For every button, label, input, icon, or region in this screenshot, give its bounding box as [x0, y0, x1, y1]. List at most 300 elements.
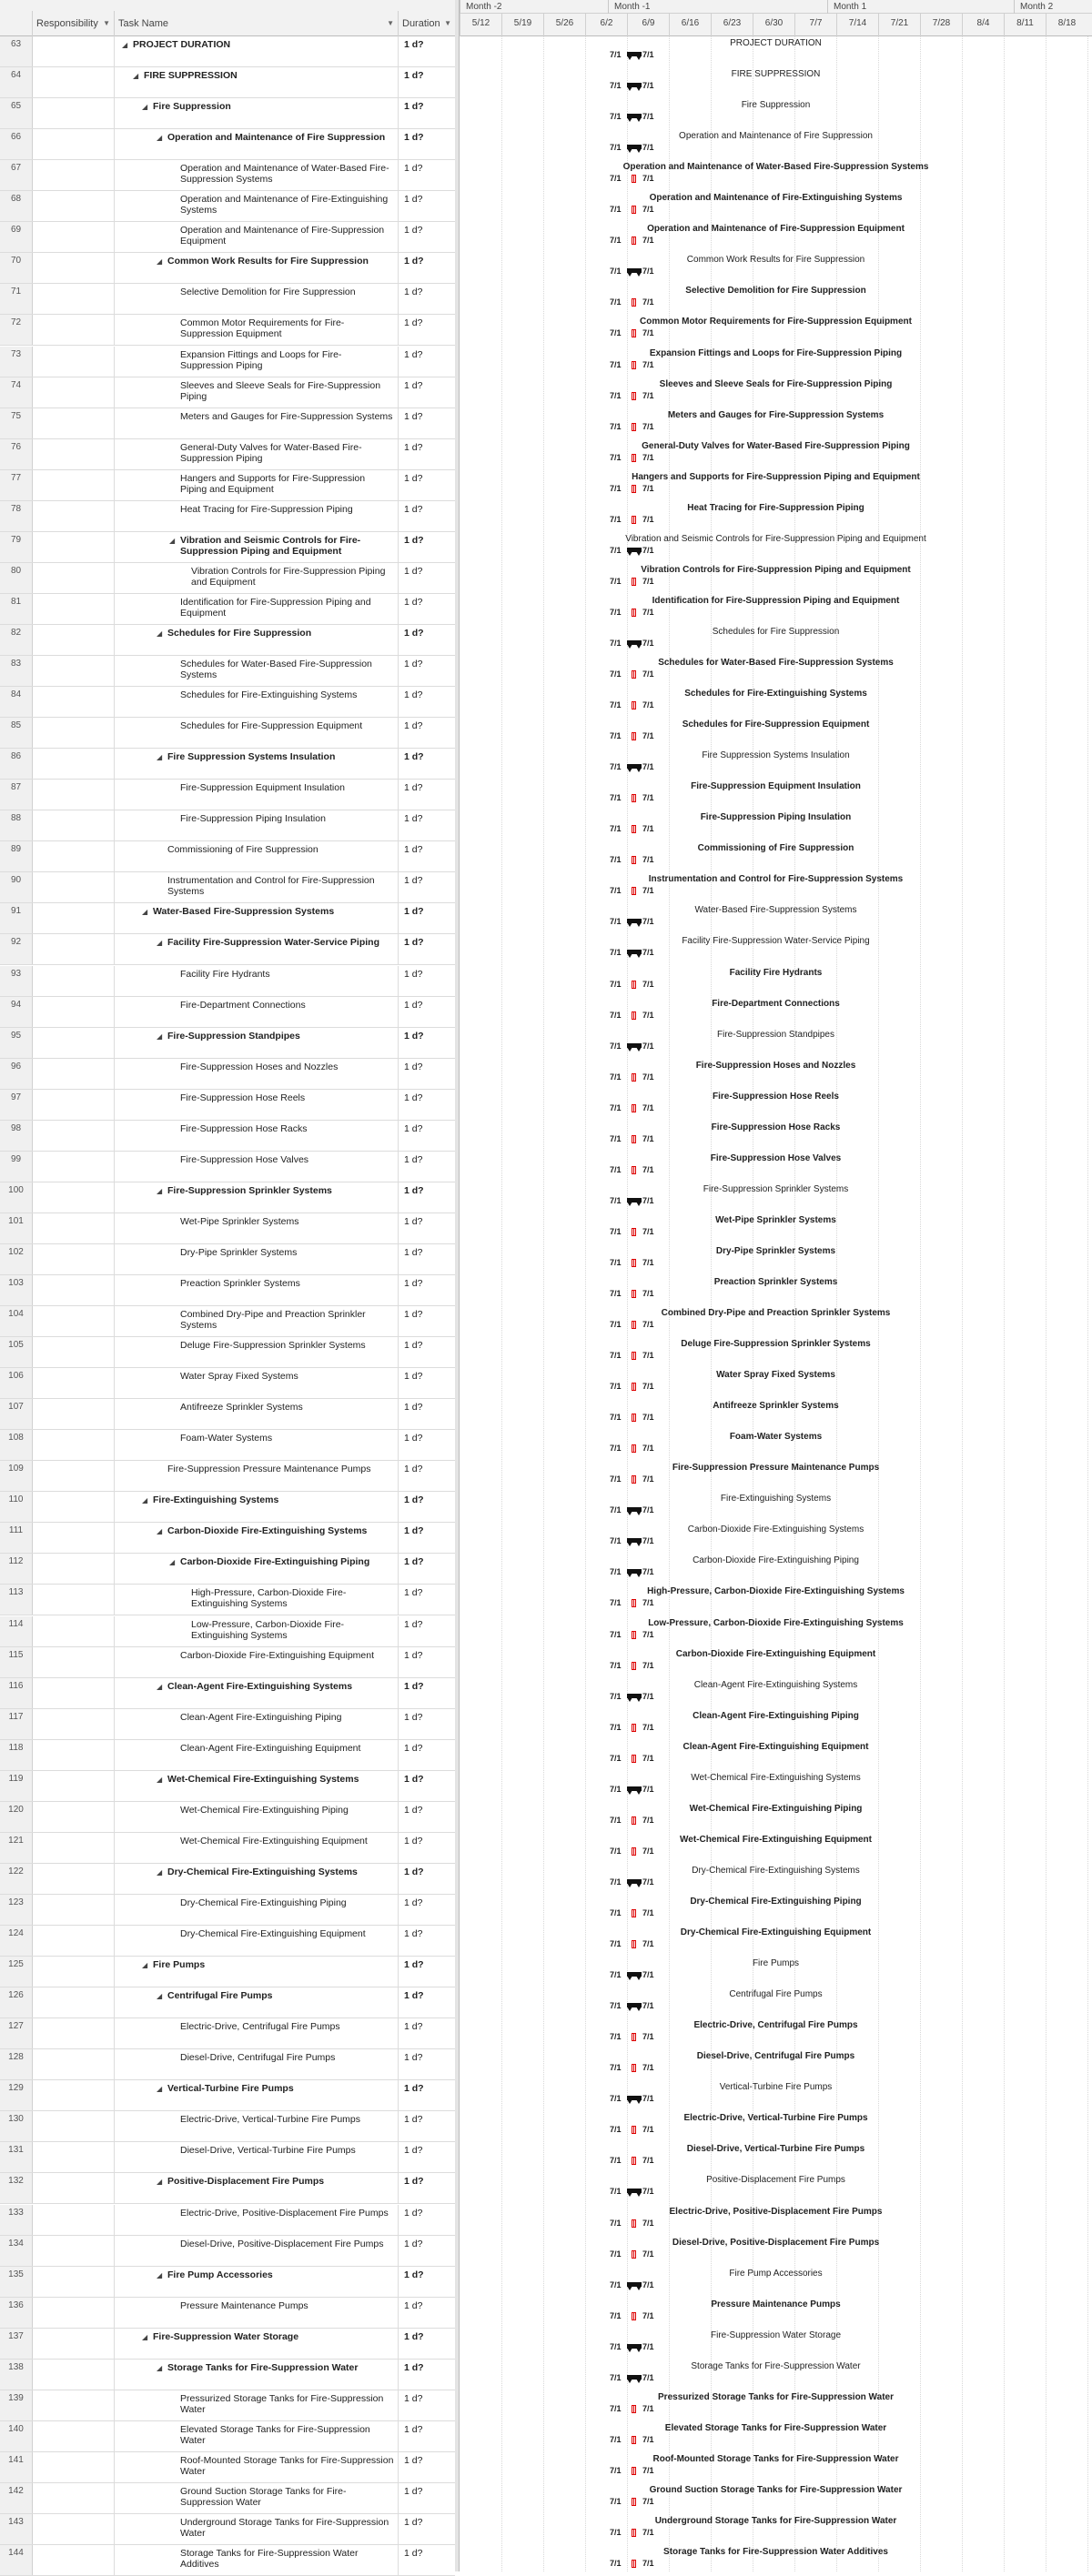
- duration-cell[interactable]: 1 d?: [404, 782, 423, 793]
- responsibility-cell[interactable]: [33, 1740, 115, 1770]
- summary-bar[interactable]: [627, 1879, 642, 1884]
- table-row[interactable]: [0, 718, 455, 749]
- task-bar[interactable]: [632, 1414, 636, 1422]
- task-name-cell[interactable]: [115, 2142, 399, 2172]
- collapse-toggle-icon[interactable]: ◢: [157, 2085, 163, 2093]
- summary-bar[interactable]: [627, 1569, 642, 1574]
- table-row[interactable]: [0, 222, 455, 253]
- responsibility-cell[interactable]: [33, 1802, 115, 1832]
- task-bar[interactable]: [632, 1352, 636, 1360]
- table-row[interactable]: [0, 1461, 455, 1492]
- task-bar[interactable]: [632, 423, 636, 431]
- responsibility-cell[interactable]: [33, 2514, 115, 2544]
- task-bar[interactable]: [632, 1228, 636, 1236]
- dropdown-arrow-icon[interactable]: ▼: [387, 19, 394, 27]
- table-row[interactable]: [0, 1647, 455, 1678]
- summary-bar[interactable]: [627, 268, 642, 273]
- task-bar[interactable]: [632, 2126, 636, 2134]
- summary-bar[interactable]: [627, 548, 642, 552]
- table-row[interactable]: [0, 2514, 455, 2545]
- duration-cell[interactable]: 1 d?: [404, 1681, 424, 1692]
- duration-cell[interactable]: 1 d?: [404, 1712, 423, 1723]
- responsibility-cell[interactable]: [33, 1028, 115, 1058]
- task-bar[interactable]: [632, 485, 636, 493]
- task-name-cell[interactable]: [115, 160, 399, 190]
- duration-cell[interactable]: 1 d?: [404, 1216, 423, 1227]
- table-row[interactable]: [0, 191, 455, 222]
- responsibility-cell[interactable]: [33, 160, 115, 190]
- table-row[interactable]: [0, 1554, 455, 1585]
- summary-bar[interactable]: [627, 764, 642, 769]
- responsibility-cell[interactable]: [33, 1647, 115, 1677]
- task-name-cell[interactable]: [115, 439, 399, 469]
- responsibility-cell[interactable]: [33, 563, 115, 593]
- task-name-cell[interactable]: [115, 1554, 399, 1584]
- collapse-toggle-icon[interactable]: ◢: [157, 1527, 163, 1535]
- task-name-cell[interactable]: [115, 284, 399, 314]
- task-name-cell[interactable]: [115, 1368, 399, 1398]
- task-name-cell[interactable]: [115, 2018, 399, 2048]
- task-bar[interactable]: [632, 670, 636, 679]
- table-row[interactable]: [0, 1182, 455, 1213]
- responsibility-cell[interactable]: [33, 1306, 115, 1336]
- task-bar[interactable]: [632, 1909, 636, 1917]
- task-name-cell[interactable]: [115, 1306, 399, 1336]
- task-bar[interactable]: [632, 1011, 636, 1020]
- duration-cell[interactable]: 1 d?: [404, 256, 424, 267]
- table-row[interactable]: [0, 2298, 455, 2329]
- responsibility-cell[interactable]: [33, 1585, 115, 1615]
- responsibility-cell[interactable]: [33, 2545, 115, 2575]
- responsibility-cell[interactable]: [33, 129, 115, 159]
- task-name-cell[interactable]: [115, 1864, 399, 1894]
- task-name-cell[interactable]: [115, 2236, 399, 2266]
- task-bar[interactable]: [632, 1135, 636, 1143]
- collapse-toggle-icon[interactable]: ◢: [157, 257, 163, 266]
- duration-cell[interactable]: 1 d?: [404, 317, 423, 328]
- task-name-cell[interactable]: [115, 1244, 399, 1274]
- responsibility-cell[interactable]: [33, 222, 115, 252]
- task-name-cell[interactable]: [115, 625, 399, 655]
- table-row[interactable]: [0, 934, 455, 965]
- responsibility-cell[interactable]: [33, 2018, 115, 2048]
- duration-cell[interactable]: 1 d?: [404, 1031, 424, 1041]
- dropdown-arrow-icon[interactable]: ▼: [103, 19, 110, 27]
- table-row[interactable]: [0, 1152, 455, 1182]
- duration-cell[interactable]: 1 d?: [404, 1154, 423, 1165]
- duration-cell[interactable]: 1 d?: [404, 2269, 424, 2280]
- table-row[interactable]: [0, 1430, 455, 1461]
- task-name-cell[interactable]: [115, 2390, 399, 2420]
- task-name-cell[interactable]: [115, 934, 399, 964]
- responsibility-cell[interactable]: [33, 625, 115, 655]
- responsibility-cell[interactable]: [33, 1957, 115, 1987]
- collapse-toggle-icon[interactable]: ◢: [142, 1496, 148, 1504]
- table-row[interactable]: [0, 687, 455, 718]
- duration-cell[interactable]: 1 d?: [404, 132, 424, 143]
- task-name-cell[interactable]: [115, 1182, 399, 1213]
- task-bar[interactable]: [632, 1662, 636, 1670]
- task-bar[interactable]: [632, 2064, 636, 2072]
- table-row[interactable]: [0, 1616, 455, 1647]
- responsibility-cell[interactable]: [33, 934, 115, 964]
- task-name-cell[interactable]: [115, 1461, 399, 1491]
- task-bar[interactable]: [632, 732, 636, 740]
- table-row[interactable]: [0, 2173, 455, 2204]
- duration-cell[interactable]: 1 d?: [404, 2424, 423, 2435]
- responsibility-cell[interactable]: [33, 841, 115, 871]
- task-name-cell[interactable]: [115, 315, 399, 345]
- duration-cell[interactable]: 1 d?: [404, 1805, 423, 1816]
- task-bar[interactable]: [632, 2312, 636, 2320]
- task-name-cell[interactable]: [115, 1647, 399, 1677]
- duration-cell[interactable]: 1 d?: [404, 659, 423, 669]
- duration-cell[interactable]: 1 d?: [404, 1650, 423, 1661]
- task-name-cell[interactable]: [115, 1090, 399, 1120]
- task-bar[interactable]: [632, 392, 636, 400]
- responsibility-cell[interactable]: [33, 1337, 115, 1367]
- task-bar[interactable]: [632, 1383, 636, 1391]
- collapse-toggle-icon[interactable]: ◢: [157, 1032, 163, 1041]
- responsibility-cell[interactable]: [33, 1090, 115, 1120]
- summary-bar[interactable]: [627, 2375, 642, 2380]
- responsibility-cell[interactable]: [33, 1152, 115, 1182]
- responsibility-cell[interactable]: [33, 1244, 115, 1274]
- task-name-cell[interactable]: [115, 1987, 399, 2018]
- summary-bar[interactable]: [627, 145, 642, 149]
- duration-cell[interactable]: 1 d?: [404, 1000, 423, 1011]
- task-name-cell[interactable]: [115, 1152, 399, 1182]
- table-row[interactable]: [0, 1399, 455, 1430]
- responsibility-cell[interactable]: [33, 2080, 115, 2110]
- table-row[interactable]: [0, 594, 455, 625]
- responsibility-cell[interactable]: [33, 532, 115, 562]
- table-row[interactable]: [0, 439, 455, 470]
- dropdown-arrow-icon[interactable]: ▼: [444, 19, 451, 27]
- task-name-column-header[interactable]: [115, 11, 399, 36]
- task-name-cell[interactable]: [115, 470, 399, 500]
- table-row[interactable]: [0, 563, 455, 594]
- responsibility-cell[interactable]: [33, 2267, 115, 2297]
- duration-cell[interactable]: 1 d?: [404, 1092, 423, 1103]
- duration-cell[interactable]: 1 d?: [404, 1959, 424, 1970]
- duration-column-header[interactable]: [399, 11, 455, 36]
- table-row[interactable]: [0, 1678, 455, 1709]
- collapse-toggle-icon[interactable]: ◢: [122, 41, 128, 49]
- duration-cell[interactable]: 1 d?: [404, 628, 424, 639]
- task-name-cell[interactable]: [115, 1833, 399, 1863]
- summary-bar[interactable]: [627, 950, 642, 954]
- duration-cell[interactable]: 1 d?: [404, 287, 423, 297]
- responsibility-cell[interactable]: [33, 1833, 115, 1863]
- duration-cell[interactable]: 1 d?: [404, 1743, 423, 1754]
- duration-cell[interactable]: 1 d?: [404, 1897, 423, 1908]
- task-name-cell[interactable]: [115, 191, 399, 221]
- table-row[interactable]: [0, 749, 455, 780]
- table-row[interactable]: [0, 1987, 455, 2018]
- task-name-cell[interactable]: [115, 1616, 399, 1646]
- table-row[interactable]: [0, 903, 455, 934]
- task-name-cell[interactable]: [115, 501, 399, 531]
- task-name-cell[interactable]: [115, 780, 399, 810]
- responsibility-cell[interactable]: [33, 749, 115, 779]
- responsibility-cell[interactable]: [33, 1554, 115, 1584]
- responsibility-cell[interactable]: [33, 810, 115, 840]
- task-name-cell[interactable]: [115, 903, 399, 933]
- duration-cell[interactable]: 1 d?: [404, 1990, 424, 2001]
- table-row[interactable]: [0, 2018, 455, 2049]
- collapse-toggle-icon[interactable]: ◢: [157, 134, 163, 142]
- responsibility-cell[interactable]: [33, 439, 115, 469]
- task-bar[interactable]: [632, 2498, 636, 2506]
- responsibility-cell[interactable]: [33, 1523, 115, 1553]
- duration-cell[interactable]: 1 d?: [404, 1309, 423, 1320]
- collapse-toggle-icon[interactable]: ◢: [157, 939, 163, 947]
- responsibility-cell[interactable]: [33, 872, 115, 902]
- duration-cell[interactable]: 1 d?: [404, 225, 423, 236]
- table-row[interactable]: [0, 1090, 455, 1121]
- task-name-cell[interactable]: [115, 532, 399, 562]
- table-row[interactable]: [0, 1337, 455, 1368]
- duration-cell[interactable]: 1 d?: [404, 380, 423, 391]
- duration-cell[interactable]: 1 d?: [404, 1494, 424, 1505]
- responsibility-cell[interactable]: [33, 2173, 115, 2203]
- responsibility-cell[interactable]: [33, 1864, 115, 1894]
- table-row[interactable]: [0, 1028, 455, 1059]
- task-name-cell[interactable]: [115, 347, 399, 377]
- responsibility-cell[interactable]: [33, 966, 115, 996]
- responsibility-cell[interactable]: [33, 1771, 115, 1801]
- table-row[interactable]: [0, 997, 455, 1028]
- responsibility-cell[interactable]: [33, 315, 115, 345]
- responsibility-cell[interactable]: [33, 1616, 115, 1646]
- task-bar[interactable]: [632, 609, 636, 617]
- duration-cell[interactable]: 1 d?: [404, 2176, 424, 2187]
- table-row[interactable]: [0, 1802, 455, 1833]
- duration-cell[interactable]: 1 d?: [404, 349, 423, 360]
- table-row[interactable]: [0, 160, 455, 191]
- task-name-cell[interactable]: [115, 2267, 399, 2297]
- responsibility-cell[interactable]: [33, 253, 115, 283]
- summary-bar[interactable]: [627, 2344, 642, 2349]
- table-row[interactable]: [0, 1121, 455, 1152]
- task-name-cell[interactable]: [115, 1771, 399, 1801]
- task-bar[interactable]: [632, 454, 636, 462]
- summary-bar[interactable]: [627, 1694, 642, 1698]
- duration-cell[interactable]: 1 d?: [404, 597, 423, 608]
- table-row[interactable]: [0, 347, 455, 377]
- duration-cell[interactable]: 1 d?: [404, 1464, 423, 1474]
- task-bar[interactable]: [632, 1259, 636, 1267]
- task-name-cell[interactable]: [115, 841, 399, 871]
- task-bar[interactable]: [632, 2467, 636, 2475]
- duration-cell[interactable]: 1 d?: [404, 1402, 423, 1413]
- duration-cell[interactable]: 1 d?: [404, 2114, 423, 2125]
- collapse-toggle-icon[interactable]: ◢: [169, 537, 176, 545]
- task-name-cell[interactable]: [115, 1213, 399, 1243]
- duration-cell[interactable]: 1 d?: [404, 163, 423, 174]
- table-row[interactable]: [0, 2483, 455, 2514]
- responsibility-cell[interactable]: [33, 594, 115, 624]
- collapse-toggle-icon[interactable]: ◢: [157, 2364, 163, 2372]
- table-row[interactable]: [0, 470, 455, 501]
- task-name-cell[interactable]: [115, 1430, 399, 1460]
- responsibility-cell[interactable]: [33, 284, 115, 314]
- task-name-cell[interactable]: [115, 1059, 399, 1089]
- duration-cell[interactable]: 1 d?: [404, 1062, 423, 1072]
- collapse-toggle-icon[interactable]: ◢: [157, 1776, 163, 1784]
- table-row[interactable]: [0, 532, 455, 563]
- task-name-cell[interactable]: [115, 2205, 399, 2235]
- responsibility-cell[interactable]: [33, 1987, 115, 2018]
- responsibility-cell[interactable]: [33, 2390, 115, 2420]
- responsibility-cell[interactable]: [33, 377, 115, 408]
- task-name-cell[interactable]: [115, 1926, 399, 1956]
- responsibility-cell[interactable]: [33, 1461, 115, 1491]
- summary-bar[interactable]: [627, 52, 642, 56]
- responsibility-cell[interactable]: [33, 470, 115, 500]
- responsibility-cell[interactable]: [33, 1709, 115, 1739]
- table-row[interactable]: [0, 98, 455, 129]
- table-row[interactable]: [0, 2390, 455, 2421]
- duration-cell[interactable]: 1 d?: [404, 2021, 423, 2032]
- summary-bar[interactable]: [627, 2282, 642, 2287]
- table-row[interactable]: [0, 2080, 455, 2111]
- task-bar[interactable]: [632, 1599, 636, 1607]
- task-bar[interactable]: [632, 1755, 636, 1763]
- duration-cell[interactable]: 1 d?: [404, 2052, 423, 2063]
- table-row[interactable]: [0, 1895, 455, 1926]
- task-name-cell[interactable]: [115, 2360, 399, 2390]
- responsibility-cell[interactable]: [33, 347, 115, 377]
- task-name-cell[interactable]: [115, 1399, 399, 1429]
- task-name-cell[interactable]: [115, 1275, 399, 1305]
- responsibility-cell[interactable]: [33, 1121, 115, 1151]
- task-name-cell[interactable]: [115, 2514, 399, 2544]
- duration-cell[interactable]: 1 d?: [404, 70, 424, 81]
- duration-cell[interactable]: 1 d?: [404, 442, 423, 453]
- collapse-toggle-icon[interactable]: ◢: [133, 72, 139, 80]
- responsibility-cell[interactable]: [33, 2483, 115, 2513]
- responsibility-cell[interactable]: [33, 2360, 115, 2390]
- task-name-cell[interactable]: [115, 2080, 399, 2110]
- task-name-cell[interactable]: [115, 718, 399, 748]
- responsibility-cell[interactable]: [33, 1275, 115, 1305]
- summary-bar[interactable]: [627, 919, 642, 923]
- task-name-cell[interactable]: [115, 1709, 399, 1739]
- responsibility-cell[interactable]: [33, 2236, 115, 2266]
- task-bar[interactable]: [632, 2250, 636, 2259]
- table-row[interactable]: [0, 67, 455, 98]
- summary-bar[interactable]: [627, 1786, 642, 1791]
- table-row[interactable]: [0, 2236, 455, 2267]
- task-name-cell[interactable]: [115, 1802, 399, 1832]
- collapse-toggle-icon[interactable]: ◢: [157, 629, 163, 638]
- duration-cell[interactable]: 1 d?: [404, 194, 423, 205]
- responsibility-cell[interactable]: [33, 98, 115, 128]
- duration-cell[interactable]: 1 d?: [404, 2145, 423, 2156]
- summary-bar[interactable]: [627, 2189, 642, 2193]
- summary-bar[interactable]: [627, 83, 642, 87]
- task-bar[interactable]: [632, 1724, 636, 1732]
- task-name-cell[interactable]: [115, 749, 399, 779]
- task-bar[interactable]: [632, 1816, 636, 1825]
- task-name-cell[interactable]: [115, 1492, 399, 1522]
- table-row[interactable]: [0, 36, 455, 67]
- table-row[interactable]: [0, 966, 455, 997]
- summary-bar[interactable]: [627, 640, 642, 645]
- table-row[interactable]: [0, 2452, 455, 2483]
- responsibility-cell[interactable]: [33, 2111, 115, 2141]
- table-row[interactable]: [0, 2421, 455, 2452]
- table-row[interactable]: [0, 2360, 455, 2390]
- table-row[interactable]: [0, 1306, 455, 1337]
- task-bar[interactable]: [632, 516, 636, 524]
- task-bar[interactable]: [632, 1475, 636, 1484]
- table-row[interactable]: [0, 1864, 455, 1895]
- collapse-toggle-icon[interactable]: ◢: [142, 103, 148, 111]
- table-row[interactable]: [0, 2329, 455, 2360]
- collapse-toggle-icon[interactable]: ◢: [157, 1683, 163, 1691]
- responsibility-cell[interactable]: [33, 997, 115, 1027]
- table-row[interactable]: [0, 1275, 455, 1306]
- task-name-cell[interactable]: [115, 656, 399, 686]
- table-row[interactable]: [0, 253, 455, 284]
- task-bar[interactable]: [632, 2405, 636, 2413]
- responsibility-cell[interactable]: [33, 191, 115, 221]
- task-bar[interactable]: [632, 2560, 636, 2568]
- table-row[interactable]: [0, 841, 455, 872]
- task-bar[interactable]: [632, 1166, 636, 1174]
- task-name-cell[interactable]: [115, 2049, 399, 2079]
- responsibility-cell[interactable]: [33, 67, 115, 97]
- collapse-toggle-icon[interactable]: ◢: [142, 2333, 148, 2341]
- duration-cell[interactable]: 1 d?: [404, 411, 423, 422]
- task-name-cell[interactable]: [115, 2329, 399, 2359]
- duration-cell[interactable]: 1 d?: [404, 2300, 423, 2311]
- table-row[interactable]: [0, 408, 455, 439]
- duration-cell[interactable]: 1 d?: [404, 969, 423, 980]
- duration-cell[interactable]: 1 d?: [404, 720, 423, 731]
- table-row[interactable]: [0, 1709, 455, 1740]
- responsibility-cell[interactable]: [33, 1678, 115, 1708]
- duration-cell[interactable]: 1 d?: [404, 2239, 423, 2249]
- duration-cell[interactable]: 1 d?: [404, 566, 423, 577]
- table-row[interactable]: [0, 129, 455, 160]
- task-bar[interactable]: [632, 1631, 636, 1639]
- task-name-cell[interactable]: [115, 1895, 399, 1925]
- table-row[interactable]: [0, 1244, 455, 1275]
- duration-cell[interactable]: 1 d?: [404, 1247, 423, 1258]
- task-name-cell[interactable]: [115, 1957, 399, 1987]
- duration-cell[interactable]: 1 d?: [404, 1867, 424, 1877]
- task-name-cell[interactable]: [115, 2111, 399, 2141]
- task-name-cell[interactable]: [115, 2298, 399, 2328]
- summary-bar[interactable]: [627, 1043, 642, 1048]
- task-bar[interactable]: [632, 1444, 636, 1453]
- duration-cell[interactable]: 1 d?: [404, 751, 424, 762]
- responsibility-cell[interactable]: [33, 408, 115, 438]
- collapse-toggle-icon[interactable]: ◢: [157, 2178, 163, 2186]
- collapse-toggle-icon[interactable]: ◢: [142, 908, 148, 916]
- task-bar[interactable]: [632, 981, 636, 989]
- responsibility-cell[interactable]: [33, 2049, 115, 2079]
- task-name-cell[interactable]: [115, 2173, 399, 2203]
- table-row[interactable]: [0, 810, 455, 841]
- task-bar[interactable]: [632, 298, 636, 307]
- responsibility-cell[interactable]: [33, 2205, 115, 2235]
- task-bar[interactable]: [632, 1940, 636, 1948]
